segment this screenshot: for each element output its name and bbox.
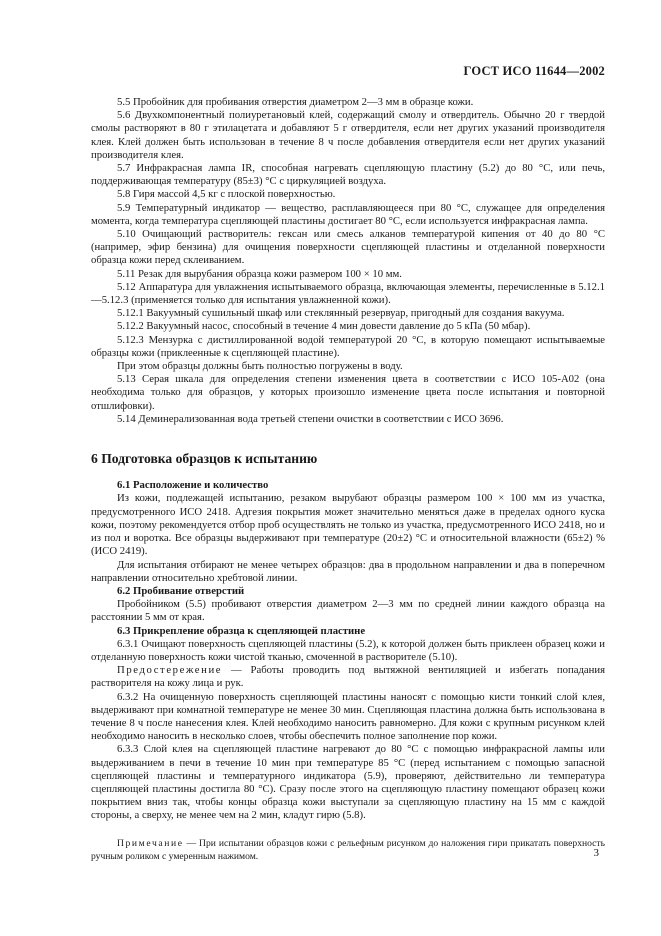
note-label: Примечание xyxy=(117,837,184,849)
subsection-6-2-title: 6.2 Пробивание отверстий xyxy=(117,584,245,597)
note-text: — При испытании образцов кожи с рельефным рисунком до наложения гири прикатать поверхность ручным роликом с умеренным нажимом. xyxy=(91,837,605,862)
paragraph-5-12: 5.12 Аппаратура для увлажнения испытываемого образца, включающая элементы, перечисленные в 5.12.1—5.12.3 (применяется только для испытания увлажненной кожи). xyxy=(91,280,605,307)
paragraph-5-12-1: 5.12.1 Вакуумный сушильный шкаф или стеклянный резервуар, пригодный для создания вакуума. xyxy=(117,307,565,320)
warning-label: Предостережение xyxy=(117,664,223,677)
paragraph-5-13: 5.13 Серая шкала для определения степени изменения цвета в соответствии с ИСО 105-А02 (она необходима только для образцов, у которых произошло изменение цвета после испытания и повторной отшлифовки). xyxy=(91,373,605,412)
paragraph-5-12-3: 5.12.3 Мензурка с дистиллированной водой температурой 20 °C, в которую помещают испытываемые образцы кожи (приклеенные к сцепляющей пластине). xyxy=(91,333,605,359)
subsection-6-1-title: 6.1 Расположение и количество xyxy=(117,479,269,492)
paragraph-6-3-1: 6.3.1 Очищают поверхность сцепляющей пластины (5.2), к которой должен быть приклеен образец кожи и отделанную поверхность кожи чистой тканью, смоченной в растворителе (5.10). xyxy=(91,637,605,663)
paragraph-6-1-b: Для испытания отбирают не менее четырех образцов: два в продольном направлении и два в поперечном направлении относительно хребтовой линии. xyxy=(91,558,605,584)
warning-text: — Работы проводить под вытяжной вентиляцией и избегать попадания растворителя на кожу лица и рук. xyxy=(91,664,605,690)
page-body xyxy=(91,96,605,863)
page-number: 3 xyxy=(593,847,599,859)
paragraph-6-1-a: Из кожи, подлежащей испытанию, резаком вырубают образцы размером 100 × 100 мм из участка, предусмотренного ИСО 2418. Адгезия покрытия может значительно меняться даже в пределах одного куска кожи, поэтому рекомендуется отбор проб осуществлять не только из участка, предусмотренного ИСО 2418, но и из пол и воротка. Все образцы выдерживают при температуре (20±2) °C и относительной влажности (65±2) % (ИСО 2419). xyxy=(91,492,605,558)
paragraph-5-7: 5.7 Инфракрасная лампа IR, способная нагревать сцепляющую пластину (5.2) до 80 °C, или печь, поддерживающая температуру (85±3) °C с циркуляцией воздуха. xyxy=(91,162,605,188)
paragraph-6-3-2: 6.3.2 На очищенную поверхность сцепляющей пластины наносят с помощью кисти тонкий слой клея, выдерживают при комнатной температуре не менее 30 мин. Сцепляющая пластина должна быть использована в течение 8 ч после нанесения клея. Клей необходимо наносить равномерно. Для кожи с крупным рисунком клей необходимо наносить в несколько слоев, чтобы обеспечить полное заполнение пор кожи. xyxy=(91,690,605,743)
paragraph-5-5: 5.5 Пробойник для пробивания отверстия диаметром 2—3 мм в образце кожи. xyxy=(117,96,474,108)
paragraph-5-12-2: 5.12.2 Вакуумный насос, способный в течение 4 мин довести давление до 5 кПа (50 мбар). xyxy=(117,320,531,333)
paragraph-5-8: 5.8 Гиря массой 4,5 кг с плоской поверхностью. xyxy=(117,188,336,201)
subsection-6-3-title: 6.3 Прикрепление образца к сцепляющей пластине xyxy=(117,624,366,637)
paragraph-5-11: 5.11 Резак для вырубания образца кожи размером 100 × 10 мм. xyxy=(117,267,402,280)
paragraph-5-14: 5.14 Деминерализованная вода третьей степени очистки в соответствии с ИСО 3696. xyxy=(117,412,504,425)
section-6-title: 6 Подготовка образцов к испытанию xyxy=(91,451,318,467)
paragraph-6-3-3: 6.3.3 Слой клея на сцепляющей пластине нагревают до 80 °C с помощью инфракрасной лампы или выдерживанием в печи в течение 10 мин при температуре 85 °C (перед испытанием с помощью запасной сцепляющей пластины и температурного индикатора (5.9), проверяют, действительно ли температура сцепляющей пластины достигла 80 °C). Сразу после этого на сцепляющую пластину помещают образец кожи покрытием вниз так, чтобы концы образца кожи выступали за сцепляющую пластину на 15 мм с каждой стороны, а сверху, не менее чем на 2 мин, кладут гирю (5.8). xyxy=(91,743,605,822)
note-paragraph xyxy=(91,837,605,863)
paragraph-6-2: Пробойником (5.5) пробивают отверстия диаметром 2—3 мм по средней линии каждого образца на расстоянии 5 мм от края. xyxy=(91,598,605,624)
paragraph-5-10: 5.10 Очищающий растворитель: гексан или смесь алканов температурой кипения от 40 до 80 °C (например, эфир бензина) для очищения поверхности сцепляющей пластины и отделанной поверхности образца кожи перед склеиванием. xyxy=(91,228,605,267)
document-header: ГОСТ ИСО 11644—2002 xyxy=(463,64,605,78)
paragraph-5-6: 5.6 Двухкомпонентный полиуретановый клей, содержащий смолу и отвердитель. Обычно 20 г твердой смолы растворяют в 80 г этилацетата и добавляют 5 г отвердителя, если нет других указаний производителя клея. Клей должен быть использован в течение 8 ч после добавления отвердителя если нет других указаний производителя клея. xyxy=(91,109,605,161)
paragraph-immersion: При этом образцы должны быть полностью погружены в воду. xyxy=(117,360,403,373)
warning-paragraph xyxy=(91,664,605,690)
paragraph-5-9: 5.9 Температурный индикатор — вещество, расплавляющееся при 80 °C, служащее для определения момента, когда температура сцепляющей пластины достигает 80 °C, если используется инфракрасная лампа. xyxy=(91,201,605,227)
